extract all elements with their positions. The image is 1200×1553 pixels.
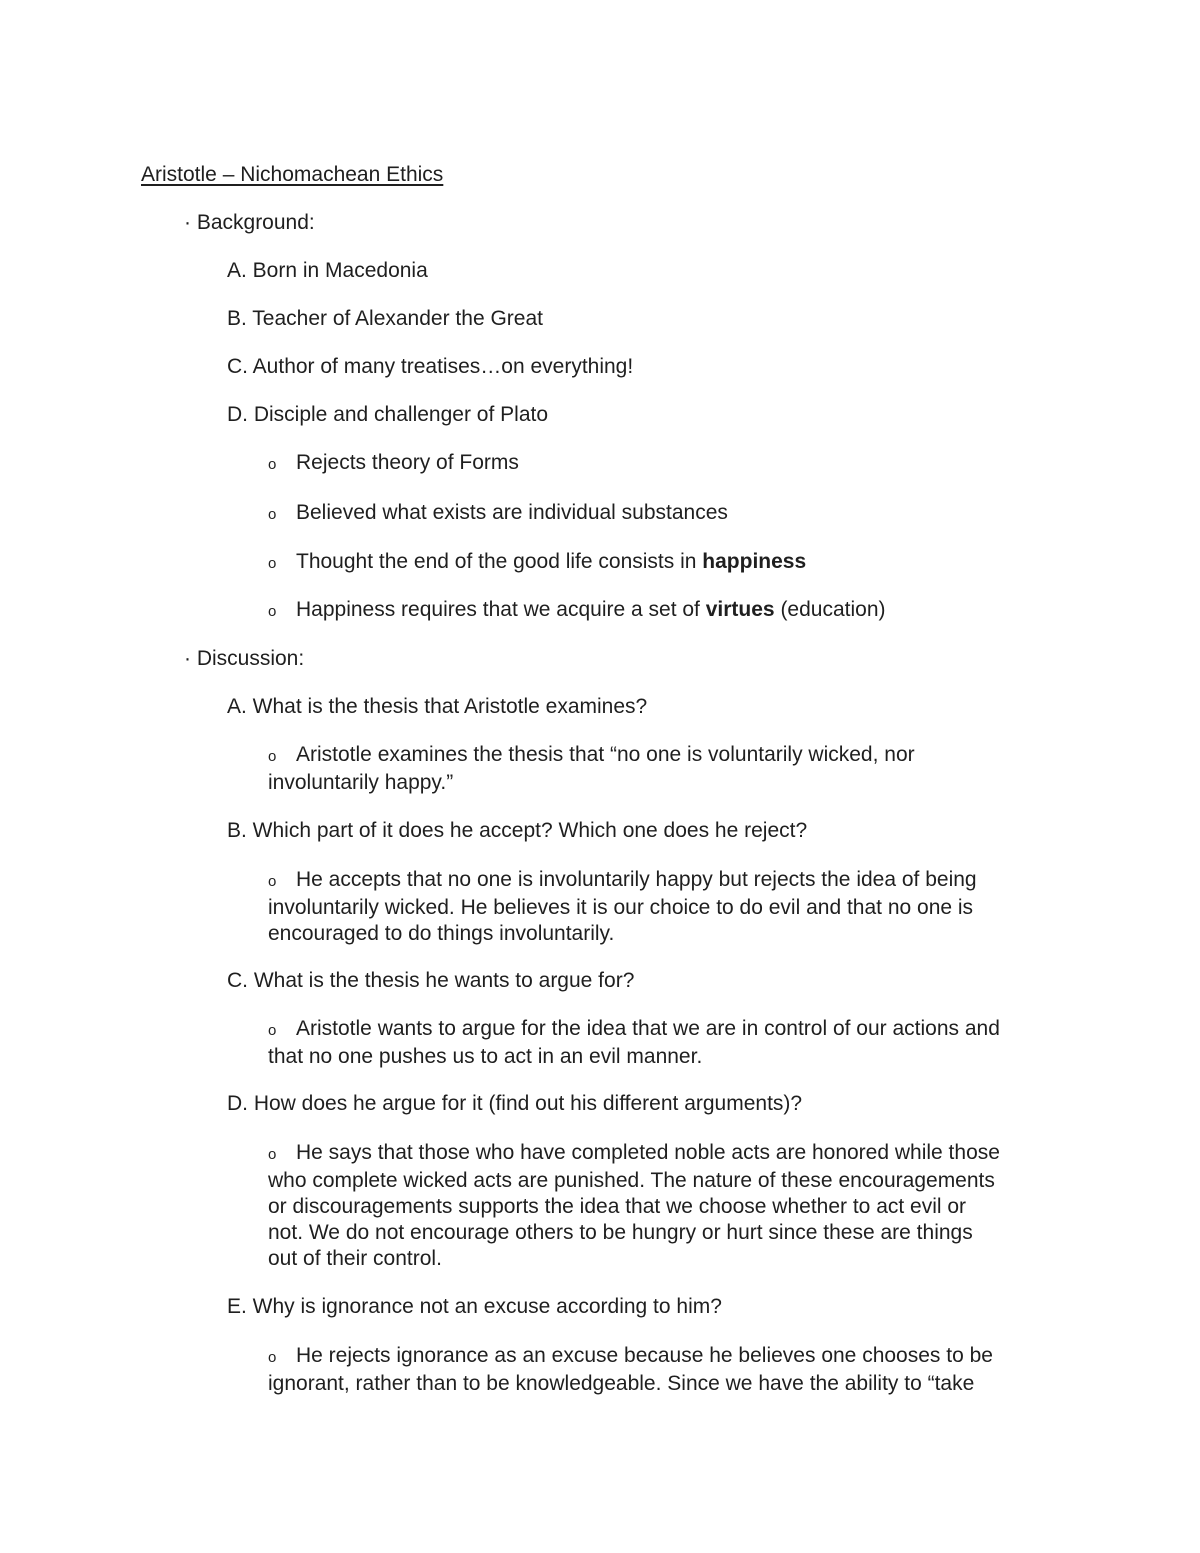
bullet-marker: o (268, 748, 277, 765)
background-heading: · Background: (184, 211, 315, 234)
background-item-c: C. Author of many treatises…on everything! (227, 355, 634, 378)
answer-line: encouraged to do things involuntarily. (268, 922, 615, 945)
answer-line: He says that those who have completed noble acts are honored while those (296, 1141, 1000, 1164)
discussion-question-a: A. What is the thesis that Aristotle examines? (227, 695, 648, 718)
discussion-answer-d (268, 1140, 1068, 1272)
discussion-answer-e (268, 1343, 1068, 1397)
answer-line: He rejects ignorance as an excuse because he believes one chooses to be (296, 1344, 993, 1367)
answer-line: that no one pushes us to act in an evil manner. (268, 1045, 703, 1068)
background-item-d: D. Disciple and challenger of Plato (227, 403, 549, 426)
answer-line: Aristotle examines the thesis that “no one is voluntarily wicked, nor (296, 743, 915, 766)
bullet-marker: o (268, 456, 277, 473)
bullet-marker: o (268, 1146, 277, 1163)
answer-line: out of their control. (268, 1247, 442, 1270)
subitem-bold-text: virtues (705, 598, 775, 621)
answer-line: not. We do not encourage others to be hungry or hurt since these are things (268, 1221, 973, 1244)
answer-line: involuntarily wicked. He believes it is our choice to do evil and that no one is (268, 896, 974, 919)
answer-line: He accepts that no one is involuntarily happy but rejects the idea of being (296, 868, 977, 891)
subitem-bold-text: happiness (702, 550, 807, 573)
discussion-answer-b (268, 867, 1068, 947)
answer-line: ignorant, rather than to be knowledgeable. Since we have the ability to “take (268, 1372, 975, 1395)
subitem-text: Happiness requires that we acquire a set of (296, 598, 706, 621)
answer-line: Aristotle wants to argue for the idea that we are in control of our actions and (296, 1017, 1000, 1040)
background-item-a: A. Born in Macedonia (227, 259, 428, 282)
plato-subitem-forms (268, 450, 519, 478)
discussion-answer-c (268, 1016, 1068, 1070)
subitem-text: Believed what exists are individual substances (296, 501, 728, 524)
plato-subitem-substances (268, 500, 728, 528)
discussion-question-d: D. How does he argue for it (find out his different arguments)? (227, 1092, 803, 1115)
subitem-text: (education) (774, 598, 886, 621)
background-item-b: B. Teacher of Alexander the Great (227, 307, 543, 330)
discussion-question-b: B. Which part of it does he accept? Which one does he reject? (227, 819, 808, 842)
answer-line: involuntarily happy.” (268, 771, 454, 794)
subitem-text: Thought the end of the good life consists in (296, 550, 703, 573)
bullet-marker: o (268, 603, 277, 620)
discussion-question-c: C. What is the thesis he wants to argue for? (227, 969, 635, 992)
bullet-marker: o (268, 506, 277, 523)
bullet-marker: o (268, 1349, 277, 1366)
answer-line: or discouragements supports the idea that we choose whether to act evil or (268, 1195, 967, 1218)
document-title: Aristotle – Nichomachean Ethics (141, 163, 444, 186)
discussion-answer-a (268, 742, 1068, 796)
bullet-marker: o (268, 1022, 277, 1039)
bullet-marker: o (268, 873, 277, 890)
discussion-question-e: E. Why is ignorance not an excuse according to him? (227, 1295, 722, 1318)
answer-line: who complete wicked acts are punished. The nature of these encouragements (268, 1169, 995, 1192)
discussion-heading: · Discussion: (184, 647, 305, 670)
bullet-marker: o (268, 555, 277, 572)
plato-subitem-virtues (268, 597, 886, 625)
plato-subitem-happiness (268, 549, 806, 577)
subitem-text: Rejects theory of Forms (296, 451, 519, 474)
